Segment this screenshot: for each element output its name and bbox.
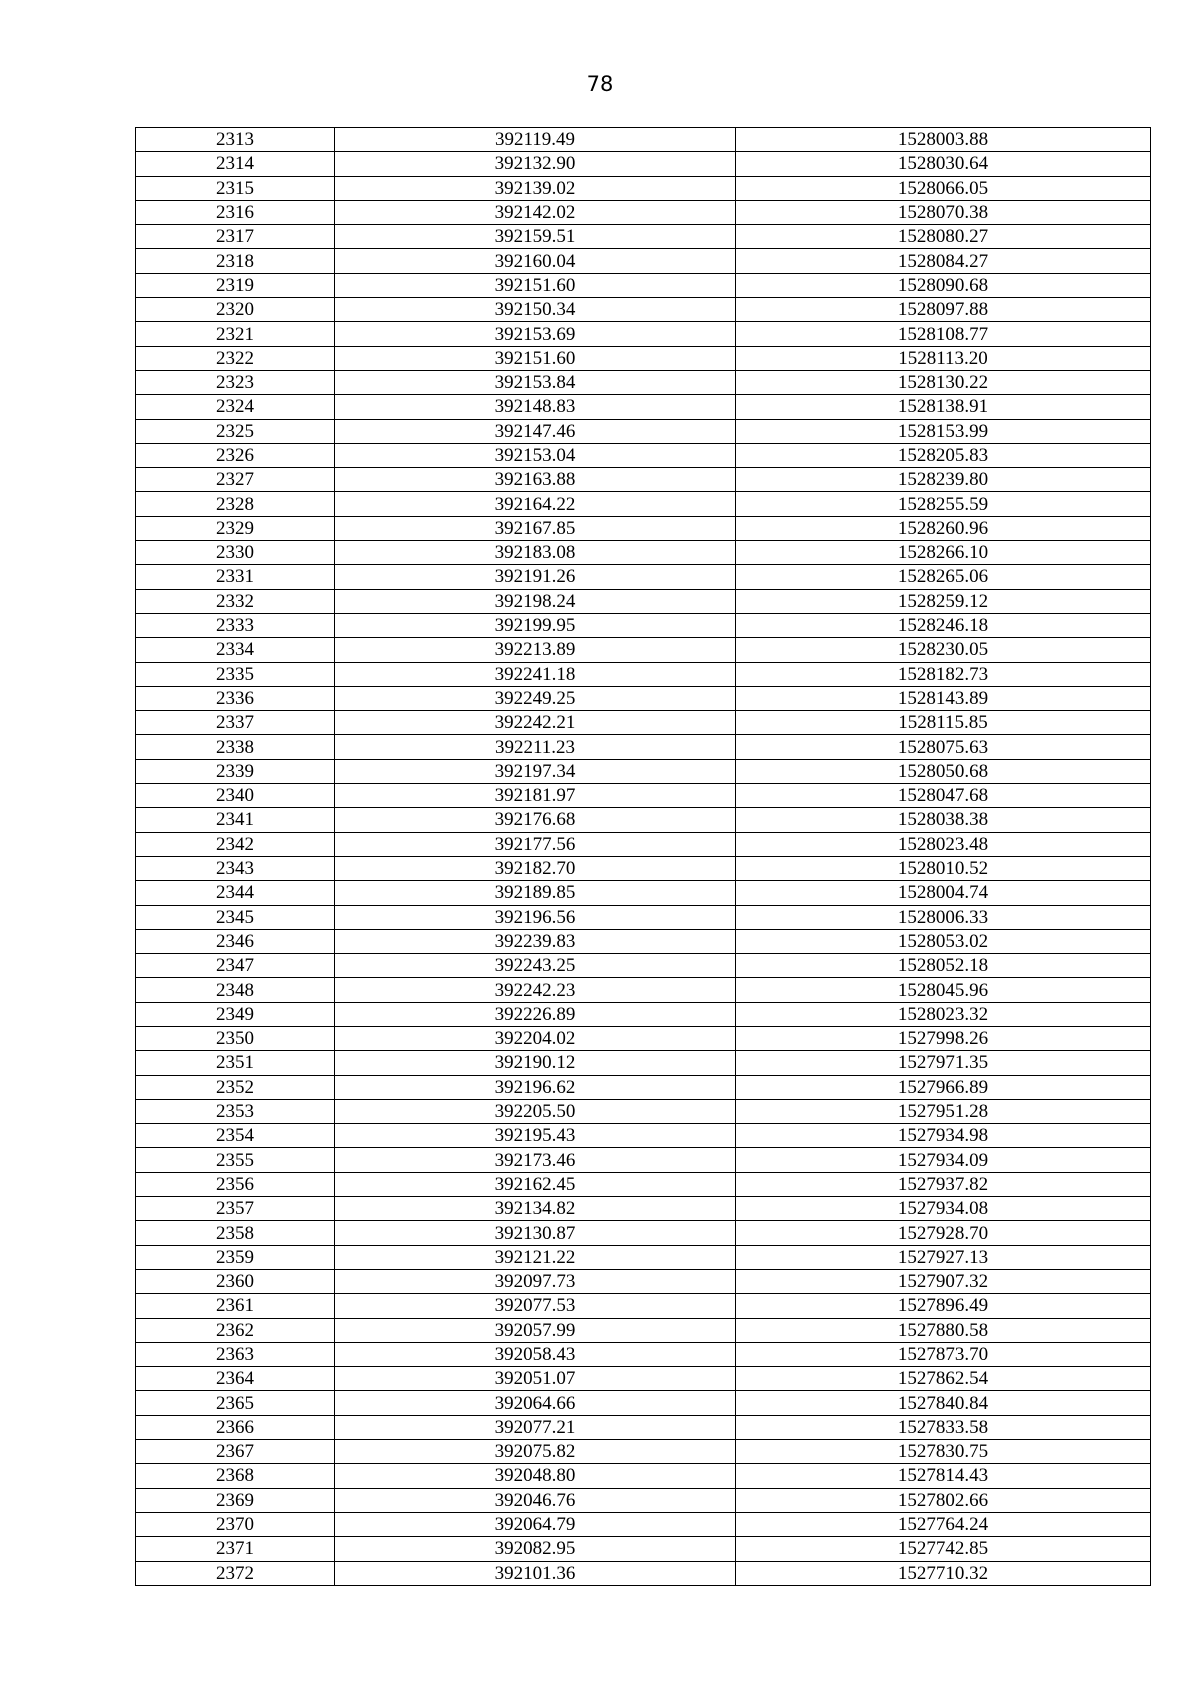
point-number-cell: 2350 <box>136 1026 335 1050</box>
table-row <box>136 1221 1151 1245</box>
table-row <box>136 1318 1151 1342</box>
point-number-cell: 2346 <box>136 929 335 953</box>
point-number-cell: 2341 <box>136 808 335 832</box>
point-number-cell: 2361 <box>136 1294 335 1318</box>
table-row <box>136 1124 1151 1148</box>
table-row <box>136 200 1151 224</box>
y-coordinate-cell: 1527764.24 <box>736 1512 1151 1536</box>
x-coordinate-cell: 392242.23 <box>335 978 736 1002</box>
table-row <box>136 419 1151 443</box>
y-coordinate-cell: 1528053.02 <box>736 929 1151 953</box>
x-coordinate-cell: 392142.02 <box>335 200 736 224</box>
point-number-cell: 2335 <box>136 662 335 686</box>
point-number-cell: 2359 <box>136 1245 335 1269</box>
point-number-cell: 2321 <box>136 322 335 346</box>
point-number-cell: 2362 <box>136 1318 335 1342</box>
x-coordinate-cell: 392183.08 <box>335 541 736 565</box>
table-row <box>136 128 1151 152</box>
y-coordinate-cell: 1528047.68 <box>736 784 1151 808</box>
y-coordinate-cell: 1528080.27 <box>736 225 1151 249</box>
y-coordinate-cell: 1527928.70 <box>736 1221 1151 1245</box>
x-coordinate-cell: 392058.43 <box>335 1342 736 1366</box>
x-coordinate-cell: 392132.90 <box>335 152 736 176</box>
x-coordinate-cell: 392173.46 <box>335 1148 736 1172</box>
x-coordinate-cell: 392153.84 <box>335 370 736 394</box>
y-coordinate-cell: 1528265.06 <box>736 565 1151 589</box>
table-row <box>136 395 1151 419</box>
y-coordinate-cell: 1528004.74 <box>736 881 1151 905</box>
table-row <box>136 613 1151 637</box>
point-number-cell: 2328 <box>136 492 335 516</box>
x-coordinate-cell: 392162.45 <box>335 1172 736 1196</box>
table-row <box>136 273 1151 297</box>
table-row <box>136 638 1151 662</box>
y-coordinate-cell: 1528255.59 <box>736 492 1151 516</box>
point-number-cell: 2337 <box>136 711 335 735</box>
point-number-cell: 2372 <box>136 1561 335 1585</box>
y-coordinate-cell: 1527937.82 <box>736 1172 1151 1196</box>
point-number-cell: 2357 <box>136 1197 335 1221</box>
point-number-cell: 2336 <box>136 686 335 710</box>
y-coordinate-cell: 1528052.18 <box>736 954 1151 978</box>
y-coordinate-cell: 1528090.68 <box>736 273 1151 297</box>
table-row <box>136 662 1151 686</box>
x-coordinate-cell: 392057.99 <box>335 1318 736 1342</box>
y-coordinate-cell: 1528038.38 <box>736 808 1151 832</box>
y-coordinate-cell: 1527880.58 <box>736 1318 1151 1342</box>
point-number-cell: 2349 <box>136 1002 335 1026</box>
point-number-cell: 2313 <box>136 128 335 152</box>
x-coordinate-cell: 392167.85 <box>335 516 736 540</box>
y-coordinate-cell: 1528075.63 <box>736 735 1151 759</box>
table-row <box>136 881 1151 905</box>
table-row <box>136 1464 1151 1488</box>
point-number-cell: 2366 <box>136 1415 335 1439</box>
y-coordinate-cell: 1528239.80 <box>736 468 1151 492</box>
coordinates-table-body <box>136 128 1151 1586</box>
y-coordinate-cell: 1528205.83 <box>736 443 1151 467</box>
point-number-cell: 2358 <box>136 1221 335 1245</box>
x-coordinate-cell: 392205.50 <box>335 1099 736 1123</box>
y-coordinate-cell: 1527971.35 <box>736 1051 1151 1075</box>
x-coordinate-cell: 392213.89 <box>335 638 736 662</box>
x-coordinate-cell: 392177.56 <box>335 832 736 856</box>
x-coordinate-cell: 392204.02 <box>335 1026 736 1050</box>
table-row <box>136 1197 1151 1221</box>
x-coordinate-cell: 392190.12 <box>335 1051 736 1075</box>
point-number-cell: 2343 <box>136 856 335 880</box>
x-coordinate-cell: 392226.89 <box>335 1002 736 1026</box>
point-number-cell: 2322 <box>136 346 335 370</box>
y-coordinate-cell: 1527710.32 <box>736 1561 1151 1585</box>
point-number-cell: 2363 <box>136 1342 335 1366</box>
point-number-cell: 2342 <box>136 832 335 856</box>
x-coordinate-cell: 392241.18 <box>335 662 736 686</box>
point-number-cell: 2314 <box>136 152 335 176</box>
y-coordinate-cell: 1528084.27 <box>736 249 1151 273</box>
y-coordinate-cell: 1528260.96 <box>736 516 1151 540</box>
x-coordinate-cell: 392196.56 <box>335 905 736 929</box>
point-number-cell: 2369 <box>136 1488 335 1512</box>
table-row <box>136 711 1151 735</box>
y-coordinate-cell: 1528050.68 <box>736 759 1151 783</box>
y-coordinate-cell: 1528030.64 <box>736 152 1151 176</box>
table-row <box>136 1537 1151 1561</box>
y-coordinate-cell: 1527934.98 <box>736 1124 1151 1148</box>
x-coordinate-cell: 392119.49 <box>335 128 736 152</box>
point-number-cell: 2324 <box>136 395 335 419</box>
x-coordinate-cell: 392249.25 <box>335 686 736 710</box>
point-number-cell: 2319 <box>136 273 335 297</box>
x-coordinate-cell: 392211.23 <box>335 735 736 759</box>
x-coordinate-cell: 392130.87 <box>335 1221 736 1245</box>
y-coordinate-cell: 1528108.77 <box>736 322 1151 346</box>
x-coordinate-cell: 392159.51 <box>335 225 736 249</box>
table-row <box>136 370 1151 394</box>
point-number-cell: 2348 <box>136 978 335 1002</box>
page-number: 78 <box>586 72 614 96</box>
point-number-cell: 2315 <box>136 176 335 200</box>
x-coordinate-cell: 392182.70 <box>335 856 736 880</box>
x-coordinate-cell: 392195.43 <box>335 1124 736 1148</box>
table-row <box>136 541 1151 565</box>
table-row <box>136 1148 1151 1172</box>
y-coordinate-cell: 1527966.89 <box>736 1075 1151 1099</box>
point-number-cell: 2371 <box>136 1537 335 1561</box>
table-row <box>136 856 1151 880</box>
x-coordinate-cell: 392097.73 <box>335 1269 736 1293</box>
x-coordinate-cell: 392153.04 <box>335 443 736 467</box>
x-coordinate-cell: 392243.25 <box>335 954 736 978</box>
point-number-cell: 2316 <box>136 200 335 224</box>
x-coordinate-cell: 392164.22 <box>335 492 736 516</box>
table-row <box>136 784 1151 808</box>
point-number-cell: 2332 <box>136 589 335 613</box>
table-row <box>136 516 1151 540</box>
point-number-cell: 2345 <box>136 905 335 929</box>
y-coordinate-cell: 1527742.85 <box>736 1537 1151 1561</box>
y-coordinate-cell: 1528045.96 <box>736 978 1151 1002</box>
table-row <box>136 832 1151 856</box>
table-row <box>136 176 1151 200</box>
x-coordinate-cell: 392075.82 <box>335 1440 736 1464</box>
x-coordinate-cell: 392239.83 <box>335 929 736 953</box>
point-number-cell: 2355 <box>136 1148 335 1172</box>
x-coordinate-cell: 392048.80 <box>335 1464 736 1488</box>
y-coordinate-cell: 1527951.28 <box>736 1099 1151 1123</box>
point-number-cell: 2344 <box>136 881 335 905</box>
x-coordinate-cell: 392139.02 <box>335 176 736 200</box>
table-row <box>136 1002 1151 1026</box>
x-coordinate-cell: 392196.62 <box>335 1075 736 1099</box>
y-coordinate-cell: 1528138.91 <box>736 395 1151 419</box>
x-coordinate-cell: 392151.60 <box>335 346 736 370</box>
y-coordinate-cell: 1527927.13 <box>736 1245 1151 1269</box>
x-coordinate-cell: 392134.82 <box>335 1197 736 1221</box>
y-coordinate-cell: 1527840.84 <box>736 1391 1151 1415</box>
x-coordinate-cell: 392151.60 <box>335 273 736 297</box>
x-coordinate-cell: 392064.79 <box>335 1512 736 1536</box>
point-number-cell: 2323 <box>136 370 335 394</box>
y-coordinate-cell: 1528153.99 <box>736 419 1151 443</box>
table-row <box>136 249 1151 273</box>
table-row <box>136 468 1151 492</box>
y-coordinate-cell: 1527998.26 <box>736 1026 1151 1050</box>
point-number-cell: 2338 <box>136 735 335 759</box>
x-coordinate-cell: 392046.76 <box>335 1488 736 1512</box>
y-coordinate-cell: 1527934.09 <box>736 1148 1151 1172</box>
point-number-cell: 2368 <box>136 1464 335 1488</box>
table-row <box>136 1172 1151 1196</box>
y-coordinate-cell: 1528246.18 <box>736 613 1151 637</box>
x-coordinate-cell: 392153.69 <box>335 322 736 346</box>
table-row <box>136 1026 1151 1050</box>
table-row <box>136 1440 1151 1464</box>
table-row <box>136 1245 1151 1269</box>
point-number-cell: 2327 <box>136 468 335 492</box>
point-number-cell: 2364 <box>136 1367 335 1391</box>
point-number-cell: 2329 <box>136 516 335 540</box>
table-row <box>136 1367 1151 1391</box>
y-coordinate-cell: 1528143.89 <box>736 686 1151 710</box>
x-coordinate-cell: 392199.95 <box>335 613 736 637</box>
point-number-cell: 2354 <box>136 1124 335 1148</box>
point-number-cell: 2325 <box>136 419 335 443</box>
table-row <box>136 759 1151 783</box>
point-number-cell: 2333 <box>136 613 335 637</box>
x-coordinate-cell: 392121.22 <box>335 1245 736 1269</box>
y-coordinate-cell: 1528115.85 <box>736 711 1151 735</box>
table-row <box>136 1512 1151 1536</box>
y-coordinate-cell: 1528130.22 <box>736 370 1151 394</box>
table-row <box>136 1342 1151 1366</box>
table-row <box>136 346 1151 370</box>
table-row <box>136 1391 1151 1415</box>
x-coordinate-cell: 392181.97 <box>335 784 736 808</box>
point-number-cell: 2353 <box>136 1099 335 1123</box>
table-row <box>136 978 1151 1002</box>
y-coordinate-cell: 1527802.66 <box>736 1488 1151 1512</box>
y-coordinate-cell: 1528010.52 <box>736 856 1151 880</box>
table-row <box>136 735 1151 759</box>
table-row <box>136 225 1151 249</box>
table-row <box>136 1415 1151 1439</box>
point-number-cell: 2367 <box>136 1440 335 1464</box>
x-coordinate-cell: 392160.04 <box>335 249 736 273</box>
y-coordinate-cell: 1528006.33 <box>736 905 1151 929</box>
y-coordinate-cell: 1528023.32 <box>736 1002 1151 1026</box>
table-row <box>136 322 1151 346</box>
point-number-cell: 2339 <box>136 759 335 783</box>
x-coordinate-cell: 392051.07 <box>335 1367 736 1391</box>
x-coordinate-cell: 392147.46 <box>335 419 736 443</box>
table-row <box>136 152 1151 176</box>
y-coordinate-cell: 1528066.05 <box>736 176 1151 200</box>
point-number-cell: 2352 <box>136 1075 335 1099</box>
y-coordinate-cell: 1527862.54 <box>736 1367 1151 1391</box>
point-number-cell: 2326 <box>136 443 335 467</box>
table-row <box>136 1561 1151 1585</box>
y-coordinate-cell: 1528070.38 <box>736 200 1151 224</box>
y-coordinate-cell: 1527896.49 <box>736 1294 1151 1318</box>
table-row <box>136 589 1151 613</box>
x-coordinate-cell: 392189.85 <box>335 881 736 905</box>
point-number-cell: 2317 <box>136 225 335 249</box>
y-coordinate-cell: 1528259.12 <box>736 589 1151 613</box>
table-row <box>136 565 1151 589</box>
y-coordinate-cell: 1528230.05 <box>736 638 1151 662</box>
table-row <box>136 929 1151 953</box>
table-row <box>136 1488 1151 1512</box>
x-coordinate-cell: 392197.34 <box>335 759 736 783</box>
table-row <box>136 1269 1151 1293</box>
x-coordinate-cell: 392148.83 <box>335 395 736 419</box>
table-row <box>136 492 1151 516</box>
table-row <box>136 298 1151 322</box>
y-coordinate-cell: 1527907.32 <box>736 1269 1151 1293</box>
x-coordinate-cell: 392077.21 <box>335 1415 736 1439</box>
table-row <box>136 905 1151 929</box>
x-coordinate-cell: 392150.34 <box>335 298 736 322</box>
y-coordinate-cell: 1528023.48 <box>736 832 1151 856</box>
point-number-cell: 2340 <box>136 784 335 808</box>
table-row <box>136 443 1151 467</box>
point-number-cell: 2320 <box>136 298 335 322</box>
table-row <box>136 1075 1151 1099</box>
y-coordinate-cell: 1527830.75 <box>736 1440 1151 1464</box>
table-row <box>136 1294 1151 1318</box>
point-number-cell: 2365 <box>136 1391 335 1415</box>
y-coordinate-cell: 1528182.73 <box>736 662 1151 686</box>
table-row <box>136 954 1151 978</box>
x-coordinate-cell: 392064.66 <box>335 1391 736 1415</box>
y-coordinate-cell: 1527934.08 <box>736 1197 1151 1221</box>
point-number-cell: 2360 <box>136 1269 335 1293</box>
point-number-cell: 2347 <box>136 954 335 978</box>
x-coordinate-cell: 392176.68 <box>335 808 736 832</box>
table-row <box>136 1051 1151 1075</box>
point-number-cell: 2331 <box>136 565 335 589</box>
x-coordinate-cell: 392198.24 <box>335 589 736 613</box>
table-row <box>136 686 1151 710</box>
coordinates-table <box>135 127 1151 1586</box>
table-row <box>136 1099 1151 1123</box>
x-coordinate-cell: 392101.36 <box>335 1561 736 1585</box>
x-coordinate-cell: 392191.26 <box>335 565 736 589</box>
x-coordinate-cell: 392242.21 <box>335 711 736 735</box>
y-coordinate-cell: 1528097.88 <box>736 298 1151 322</box>
point-number-cell: 2356 <box>136 1172 335 1196</box>
y-coordinate-cell: 1528003.88 <box>736 128 1151 152</box>
point-number-cell: 2351 <box>136 1051 335 1075</box>
table-row <box>136 808 1151 832</box>
y-coordinate-cell: 1527873.70 <box>736 1342 1151 1366</box>
point-number-cell: 2334 <box>136 638 335 662</box>
point-number-cell: 2330 <box>136 541 335 565</box>
y-coordinate-cell: 1527814.43 <box>736 1464 1151 1488</box>
y-coordinate-cell: 1528266.10 <box>736 541 1151 565</box>
point-number-cell: 2370 <box>136 1512 335 1536</box>
x-coordinate-cell: 392082.95 <box>335 1537 736 1561</box>
y-coordinate-cell: 1527833.58 <box>736 1415 1151 1439</box>
x-coordinate-cell: 392077.53 <box>335 1294 736 1318</box>
point-number-cell: 2318 <box>136 249 335 273</box>
y-coordinate-cell: 1528113.20 <box>736 346 1151 370</box>
x-coordinate-cell: 392163.88 <box>335 468 736 492</box>
